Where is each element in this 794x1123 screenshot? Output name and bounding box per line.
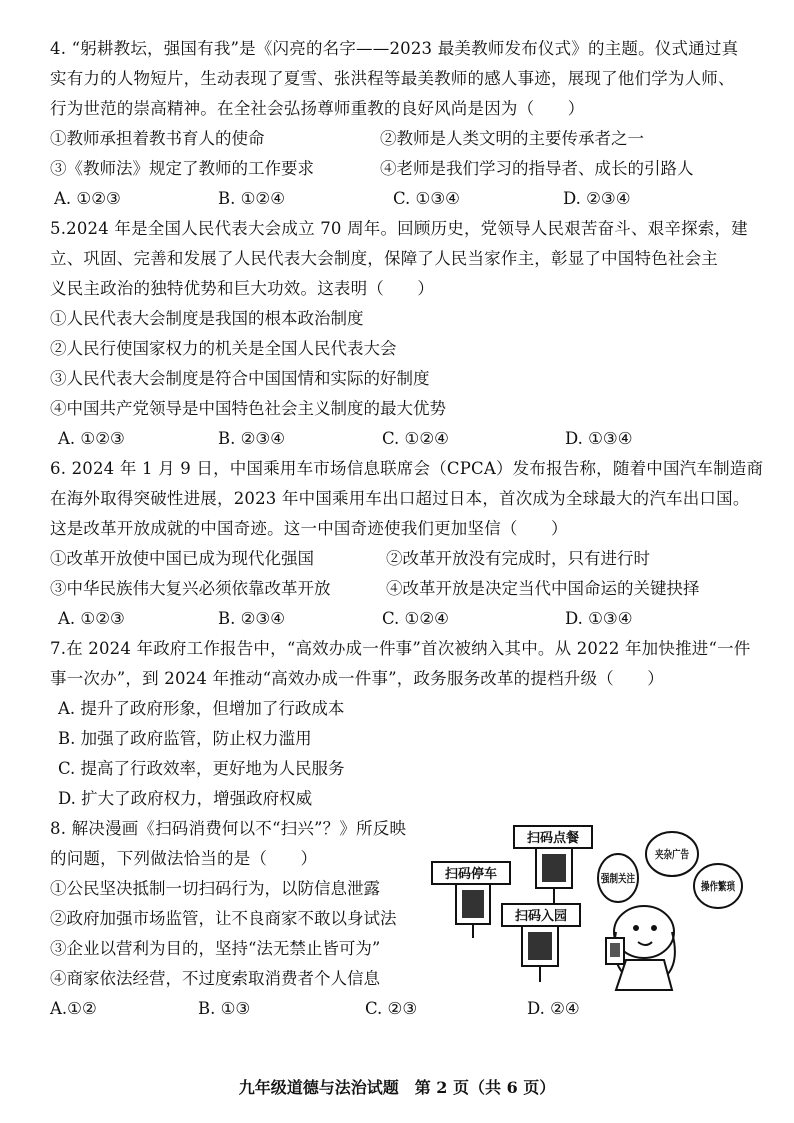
q4-statement-4: ④老师是我们学习的指导者、成长的引路人: [380, 159, 694, 178]
q5-option-c: C. ①②④: [382, 429, 449, 448]
qr-scan-cartoon: [426, 820, 746, 995]
q8-option-c: C. ②③: [365, 999, 418, 1018]
sign-park-entry-text: 扫码入园: [514, 909, 568, 924]
bubble-mixed-ads-text: 夹杂广告: [655, 848, 699, 861]
q8-stem-line-2: 的问题，下列做法恰当的是（ ）: [50, 849, 318, 868]
q8-statement-1: ①公民坚决抵制一切扫码行为，以防信息泄露: [50, 879, 380, 898]
bubble-forced-follow-text: 强制关注: [601, 872, 645, 885]
q7-option-d: D. 扩大了政府权力，增强政府权威: [58, 789, 313, 808]
bubble-complicated-operation-text: 操作繁琐: [701, 880, 745, 893]
q6-statement-4: ④改革开放是决定当代中国命运的关键抉择: [386, 579, 700, 598]
q5-option-a: A. ①②③: [58, 429, 125, 448]
q8-statement-2: ②政府加强市场监管，让不良商家不敢以身试法: [50, 909, 397, 928]
q8-option-b: B. ①③: [198, 999, 251, 1018]
q7-stem-line-2: 事一次办”，到 2024 年推动“高效办成一件事”，政务服务改革的提档升级（ ）: [50, 669, 664, 688]
q6-statement-1: ①改革开放使中国已成为现代化强国: [50, 549, 314, 568]
q4-statement-2: ②教师是人类文明的主要传承者之一: [380, 129, 644, 148]
q4-option-d: D. ②③④: [563, 189, 631, 208]
q5-statement-4: ④中国共产党领导是中国特色社会主义制度的最大优势: [50, 399, 446, 418]
page-footer: 九年级道德与法治试题 第 2 页（共 6 页）: [238, 1078, 556, 1097]
q5-stem-line-2: 立、巩固、完善和发展了人民代表大会制度，保障了人民当家作主，彰显了中国特色社会主: [50, 249, 718, 268]
q8-option-a: A.①②: [50, 999, 97, 1018]
q5-statement-3: ③人民代表大会制度是符合中国国情和实际的好制度: [50, 369, 430, 388]
q4-option-b: B. ①②④: [218, 189, 285, 208]
q5-statement-2: ②人民行使国家权力的机关是全国人民代表大会: [50, 339, 397, 358]
q4-option-a: A. ①②③: [54, 189, 121, 208]
q8-statement-3: ③企业以营利为目的，坚持“法无禁止皆可为”: [50, 939, 381, 958]
q5-statement-1: ①人民代表大会制度是我国的根本政治制度: [50, 309, 364, 328]
q4-stem-line-3: 行为世范的崇高精神。在全社会弘扬尊师重教的良好风尚是因为（ ）: [50, 99, 585, 118]
q6-option-b: B. ②③④: [218, 609, 285, 628]
q4-option-c: C. ①③④: [393, 189, 460, 208]
q8-option-d: D. ②④: [527, 999, 580, 1018]
q5-stem-line-1: 5.2024 年是全国人民代表大会成立 70 周年。回顾历史，党领导人民艰苦奋斗、艰辛探索，建: [50, 219, 748, 238]
q4-stem-line-1: 4. “躬耕教坛，强国有我”是《闪亮的名字——2023 最美教师发布仪式》的主题。仪式通过真: [50, 39, 739, 58]
q6-stem-line-3: 这是改革开放成就的中国奇迹。这一中国奇迹使我们更加坚信（ ）: [50, 519, 568, 538]
q8-statement-4: ④商家依法经营，不过度索取消费者个人信息: [50, 969, 380, 988]
q5-option-d: D. ①③④: [565, 429, 633, 448]
q7-option-b: B. 加强了政府监管，防止权力滥用: [58, 729, 312, 748]
q5-option-b: B. ②③④: [218, 429, 285, 448]
q5-stem-line-3: 义民主政治的独特优势和巨大功效。这表明（ ）: [50, 279, 435, 298]
q8-stem-line-1: 8. 解决漫画《扫码消费何以不“扫兴”？》所反映: [50, 819, 407, 838]
q6-stem-line-1: 6. 2024 年 1 月 9 日，中国乘用车市场信息联席会（CPCA）发布报告称，随着中国汽车制造商: [50, 459, 764, 478]
q7-option-c: C. 提高了行政效率，更好地为人民服务: [58, 759, 345, 778]
q4-statement-3: ③《教师法》规定了教师的工作要求: [50, 159, 314, 178]
q6-option-d: D. ①③④: [565, 609, 633, 628]
q6-option-c: C. ①②④: [382, 609, 449, 628]
q4-statement-1: ①教师承担着教书育人的使命: [50, 129, 265, 148]
q7-stem-line-1: 7.在 2024 年政府工作报告中，“高效办成一件事”首次被纳入其中。从 2022 年加快推进“一件: [50, 639, 751, 658]
q6-option-a: A. ①②③: [58, 609, 125, 628]
q6-stem-line-2: 在海外取得突破性进展，2023 年中国乘用车出口超过日本，首次成为全球最大的汽车出口国。: [50, 489, 750, 508]
sign-ordering-text: 扫码点餐: [526, 831, 580, 846]
q4-stem-line-2: 实有力的人物短片，生动表现了夏雪、张洪程等最美教师的感人事迹，展现了他们学为人师、: [50, 69, 735, 88]
sign-parking-text: 扫码停车: [444, 867, 498, 882]
q7-option-a: A. 提升了政府形象，但增加了行政成本: [58, 699, 345, 718]
q6-statement-3: ③中华民族伟大复兴必须依靠改革开放: [50, 579, 331, 598]
q6-statement-2: ②改革开放没有完成时，只有进行时: [386, 549, 650, 568]
